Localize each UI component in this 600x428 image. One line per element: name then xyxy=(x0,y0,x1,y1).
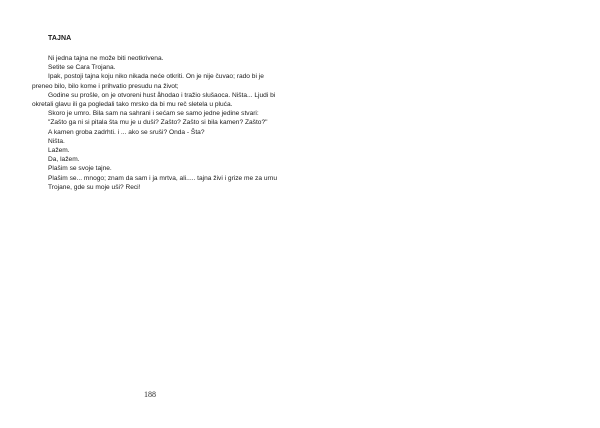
paragraph: Plašim se svoje tajne. xyxy=(48,165,112,173)
paragraph: Skoro je umro. Bila sam na sahrani i sećam se samo jedne jedine stvari: xyxy=(48,110,259,118)
page-title: TAJNA xyxy=(48,35,72,42)
paragraph: Ipak, postoji tajna koju niko nikada neće otkriti. On je nije čuvao; rado bi je preneo bilo, bilo kome i prihvatio presudu na život; xyxy=(32,73,264,90)
paragraph: "Zašto ga ni si pitala šta mu je u duši? Zašto? Zašto si bila kamen? Zašto?" xyxy=(48,119,268,127)
paragraph: Da, lažem. xyxy=(48,156,80,164)
paragraph: Lažem. xyxy=(48,147,70,155)
paragraph: A kamen groba zadrhti. i ... ako se sruši? Onda - Šta? xyxy=(48,128,205,136)
paragraph: Ništa. xyxy=(48,137,65,145)
paragraph: Setite se Cara Trojana. xyxy=(48,64,116,72)
paragraph: Trojane, gde su moje uši? Reci! xyxy=(48,183,141,191)
paragraph: Ni jedna tajna ne može biti neotkrivena. xyxy=(48,55,164,62)
page-number: 188 xyxy=(144,390,156,399)
paragraph: Godine su prošle, on je otvoreni hust åhodao i tražio slušaoca. Ništa... Ljudi bi okretali glavu ili ga pogledali tako mrsko da bi mu reč sletela u pluća. xyxy=(32,91,276,109)
paragraph: Plašim se... mnogo; znam da sam i ja mrtva, ali..... tajna živi i grize me za urnu xyxy=(48,174,278,182)
text-block xyxy=(32,34,284,192)
